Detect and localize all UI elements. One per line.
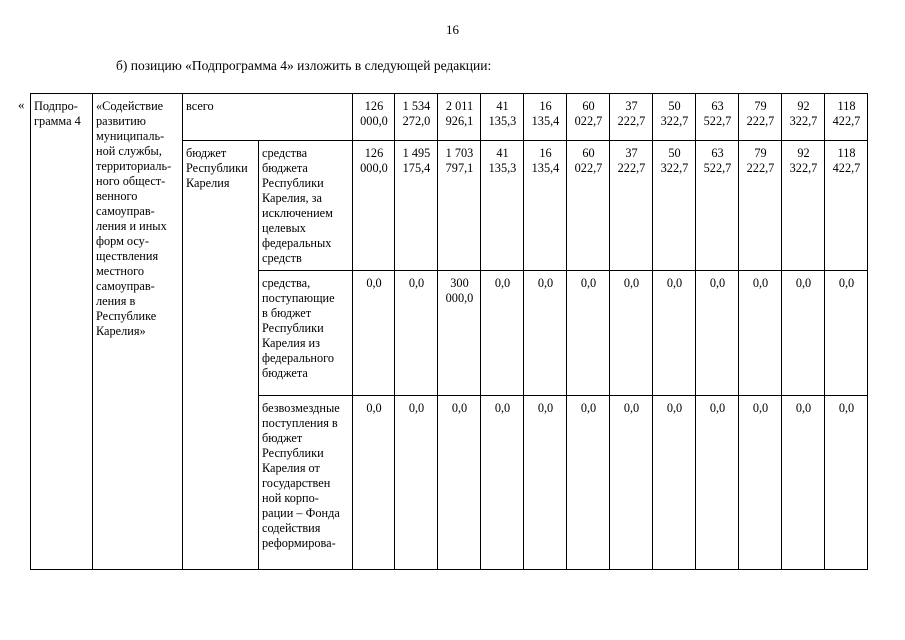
value-cell: 0,0 [653, 396, 696, 570]
value-cell: 41 135,3 [481, 141, 524, 271]
value-cell: 0,0 [524, 271, 567, 396]
value-cell: 0,0 [653, 271, 696, 396]
funding-source-cell: бюджет Республики Карелия [183, 141, 259, 570]
opening-quote-mark: « [18, 97, 25, 112]
row-label-total: всего [183, 94, 353, 141]
value-cell: 79 222,7 [739, 141, 782, 271]
value-cell: 41 135,3 [481, 94, 524, 141]
value-cell: 126 000,0 [353, 141, 395, 271]
value-cell: 0,0 [524, 396, 567, 570]
value-cell: 118 422,7 [825, 141, 868, 271]
table-row-total [31, 94, 868, 141]
value-cell: 2 011 926,1 [438, 94, 481, 141]
value-cell: 50 322,7 [653, 94, 696, 141]
value-cell: 0,0 [395, 396, 438, 570]
value-cell: 0,0 [696, 271, 739, 396]
value-cell: 50 322,7 [653, 141, 696, 271]
value-cell: 0,0 [825, 271, 868, 396]
value-cell: 16 135,4 [524, 94, 567, 141]
value-cell: 0,0 [782, 396, 825, 570]
value-cell: 63 522,7 [696, 141, 739, 271]
value-cell: 92 322,7 [782, 94, 825, 141]
value-cell: 1 703 797,1 [438, 141, 481, 271]
value-cell: 0,0 [739, 271, 782, 396]
value-cell: 0,0 [395, 271, 438, 396]
value-cell: 0,0 [353, 396, 395, 570]
value-cell: 0,0 [825, 396, 868, 570]
value-cell: 300 000,0 [438, 271, 481, 396]
intro-text: б) позицию «Подпрограмма 4» изложить в следующей редакции: [116, 58, 492, 73]
value-cell: 0,0 [567, 396, 610, 570]
value-cell: 0,0 [696, 396, 739, 570]
value-cell: 1 495 175,4 [395, 141, 438, 271]
value-cell: 37 222,7 [610, 94, 653, 141]
value-cell: 16 135,4 [524, 141, 567, 271]
value-cell: 92 322,7 [782, 141, 825, 271]
value-cell: 0,0 [438, 396, 481, 570]
value-cell: 37 222,7 [610, 141, 653, 271]
value-cell: 0,0 [353, 271, 395, 396]
budget-table [30, 93, 868, 570]
value-cell: 60 022,7 [567, 94, 610, 141]
row-label-federal-funds: средства, поступающие в бюджет Республики Карелия из федерального бюджета [259, 271, 353, 396]
page-number: 16 [446, 22, 459, 37]
value-cell: 63 522,7 [696, 94, 739, 141]
value-cell: 0,0 [610, 271, 653, 396]
value-cell: 1 534 272,0 [395, 94, 438, 141]
program-cell: Подпро- грамма 4 [31, 94, 93, 570]
value-cell: 126 000,0 [353, 94, 395, 141]
value-cell: 0,0 [481, 396, 524, 570]
value-cell: 0,0 [481, 271, 524, 396]
program-name-cell: «Содействие развитию муниципаль- ной службы, территориаль- ного общест- венного самоуправ- ления и иных форм осу- ществления местного самоуправ- ления в Республике Карелия» [93, 94, 183, 570]
value-cell: 0,0 [610, 396, 653, 570]
value-cell: 0,0 [782, 271, 825, 396]
row-label-grant-funds: безвозмездные поступления в бюджет Республики Карелия от государствен ной корпо- рации – Фонда содействия реформирова- [259, 396, 353, 570]
value-cell: 79 222,7 [739, 94, 782, 141]
value-cell: 0,0 [739, 396, 782, 570]
value-cell: 0,0 [567, 271, 610, 396]
value-cell: 60 022,7 [567, 141, 610, 271]
row-label-budget-funds: средства бюджета Республики Карелия, за исключением целевых федеральных средств [259, 141, 353, 271]
value-cell: 118 422,7 [825, 94, 868, 141]
